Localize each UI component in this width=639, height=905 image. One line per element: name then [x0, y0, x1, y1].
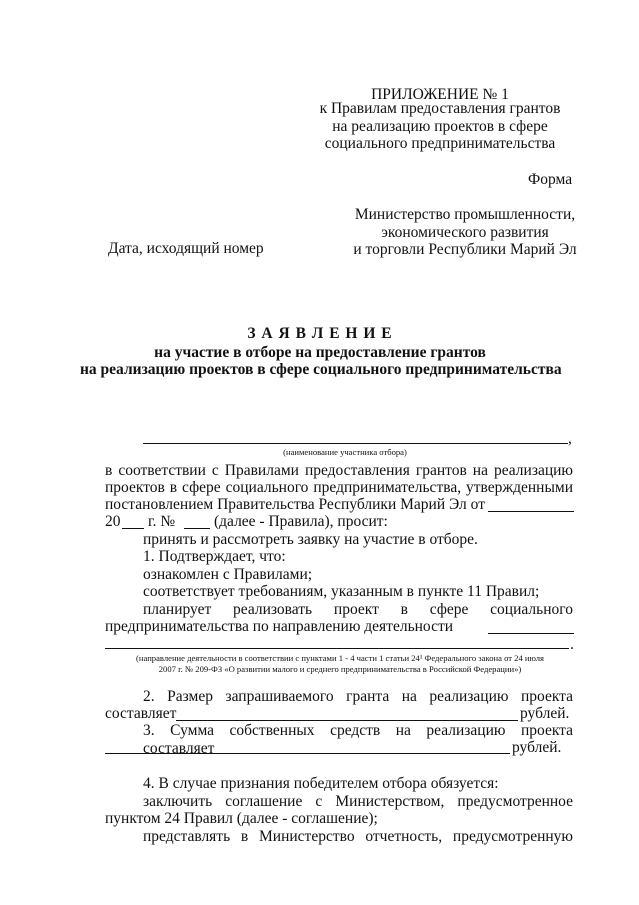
decree-date-line[interactable]	[488, 511, 574, 512]
form-label: Форма	[528, 171, 573, 188]
appendix-line-1: к Правилам предоставления грантов	[319, 100, 561, 117]
appendix-line-3: социального предпринимательства	[324, 135, 556, 152]
body-p1-line-2: проектов в сфере социального предпринимательства, утвержденными	[105, 479, 573, 496]
participant-comma: ,	[568, 430, 572, 447]
own-funds-currency: рублей.	[512, 739, 562, 756]
addressee-line-2: экономического развития	[381, 224, 549, 241]
body-p6-line-2: предпринимательства по направлению деятельности	[105, 618, 454, 635]
own-funds-line-1: 3. Сумма собственных средств на реализацию проекта составляет	[143, 722, 573, 757]
body-p3: 1. Подтверждает, что:	[143, 548, 286, 565]
document-title: З А Я В Л Е Н И Е	[247, 325, 393, 342]
participant-name-line[interactable]	[143, 443, 568, 444]
obligations-p2-line-1: заключить соглашение с Министерством, предусмотренное	[143, 793, 573, 810]
addressee-line-3: и торговли Республики Марий Эл	[353, 241, 577, 258]
body-p6-line-1: планирует реализовать проект в сфере социального	[143, 601, 573, 618]
date-label: Дата, исходящий номер	[108, 240, 264, 257]
participant-caption: (наименование участника отбора)	[283, 447, 407, 457]
appendix-title: ПРИЛОЖЕНИЕ № 1	[371, 86, 509, 103]
direction-short-line[interactable]	[488, 633, 574, 634]
document-subtitle-1: на участие в отборе на предоставление грантов	[154, 344, 486, 361]
body-p2: принять и рассмотреть заявку на участие в отборе.	[143, 531, 478, 548]
own-funds-amount-line[interactable]	[105, 753, 510, 754]
body-p1-year-prefix: 20	[105, 513, 121, 530]
direction-period: .	[570, 636, 574, 653]
body-p1-line-1: в соответствии с Правилами предоставления грантов на реализацию	[105, 462, 573, 479]
obligations-p1: 4. В случае признания победителем отбора обязуется:	[143, 775, 499, 792]
body-p4: ознакомлен с Правилами;	[143, 566, 313, 583]
decree-number-line[interactable]	[184, 528, 210, 529]
obligations-p3-line-1: представлять в Министерство отчетность, предусмотренную	[143, 828, 573, 845]
body-p1-number-label: г. №	[148, 513, 176, 530]
body-p5: соответствует требованиям, указанным в пункте 11 Правил;	[143, 583, 540, 600]
grant-line-1: 2. Размер запрашиваемого гранта на реализацию проекта	[143, 688, 573, 705]
appendix-line-2: на реализацию проектов в сфере	[332, 118, 548, 135]
direction-caption-line-2: 2007 г. № 209-ФЗ «О развитии малого и среднего предпринимательства в Российской Федерации»)	[158, 664, 522, 674]
body-p1-tail: (далее - Правила), просит:	[214, 513, 388, 530]
grant-currency: рублей.	[520, 705, 570, 722]
direction-caption-line-1: (направление деятельности в соответствии с пунктами 1 - 4 части 1 статьи 24¹ Федерального закона от 24 июля	[136, 653, 544, 663]
grant-line-2-label: составляет	[105, 705, 177, 722]
grant-amount-line[interactable]	[176, 720, 518, 721]
document-subtitle-2: на реализацию проектов в сфере социального предпринимательства	[80, 361, 562, 378]
direction-line[interactable]	[105, 648, 569, 649]
body-p1-line-3: постановлением Правительства Республики Марий Эл от	[105, 496, 485, 513]
obligations-p2-line-2: пунктом 24 Правил (далее - соглашение);	[105, 810, 378, 827]
addressee-line-1: Министерство промышленности,	[354, 206, 576, 223]
decree-year-line[interactable]	[122, 528, 144, 529]
